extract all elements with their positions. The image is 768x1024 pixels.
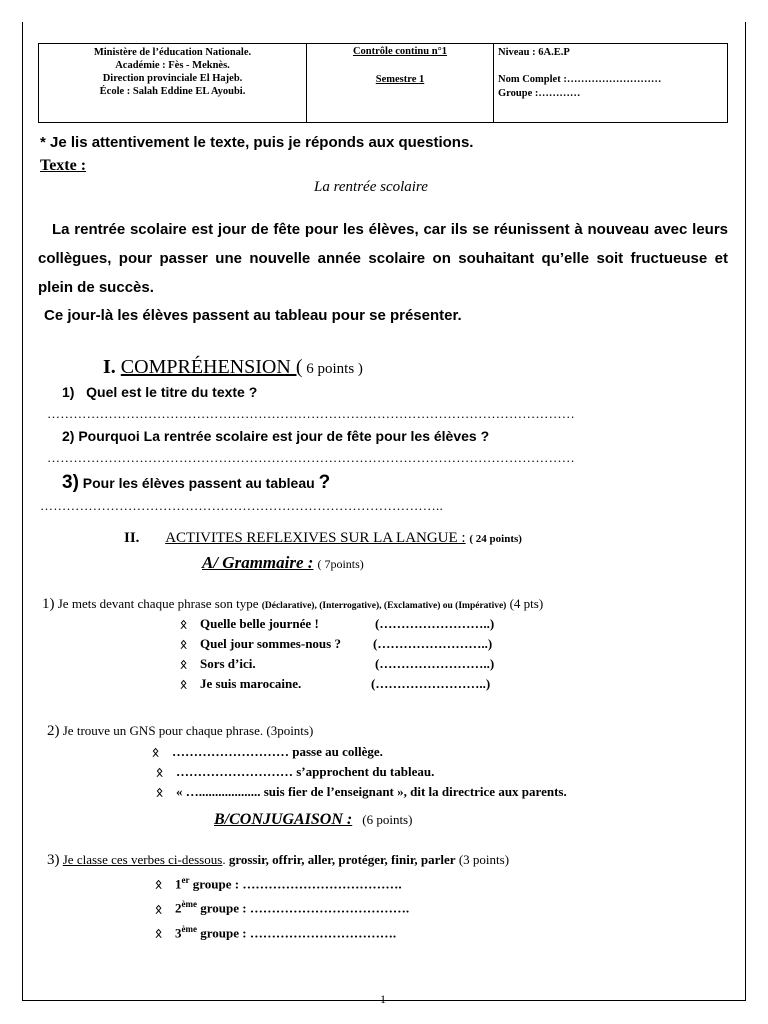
bullet-icon: ᛟ <box>180 657 188 671</box>
sentence-blank[interactable]: (……………………..) <box>373 636 493 651</box>
exercise-1-text: Je mets devant chaque phrase son type <box>57 596 259 611</box>
bullet-icon: ᛟ <box>180 677 188 691</box>
paragraph-2: Ce jour-là les élèves passent au tableau pour se présenter. <box>44 307 462 324</box>
header-institution <box>39 44 307 122</box>
grammar-points: ( 7points) <box>317 557 364 571</box>
bullet-icon: ᛟ <box>156 765 164 779</box>
ministry-text: Ministère de l’éducation Nationale. <box>93 47 252 58</box>
header-table <box>38 43 728 123</box>
group-item[interactable] <box>155 919 409 943</box>
group-suffix: ème <box>181 923 197 934</box>
bullet-icon: ᛟ <box>180 617 188 631</box>
group-item[interactable] <box>155 870 409 894</box>
conjugation-points: (6 points) <box>362 812 413 827</box>
exercise-3-verbs: grossir, offrir, aller, protéger, finir, parler <box>228 852 456 867</box>
group-item[interactable] <box>155 894 409 918</box>
group-label: groupe : ………………………………. <box>197 900 410 916</box>
exercise-1-number: 1) <box>42 596 55 612</box>
section-1-title: COMPRÉHENSION ( <box>120 356 303 378</box>
question-1 <box>62 384 257 400</box>
sentence-text: Sors d’ici. <box>200 656 256 671</box>
exercise-1-points: (4 pts) <box>509 596 544 611</box>
answer-line-1[interactable]: ………………………………………………………………………………………………………… <box>47 406 575 421</box>
question-3 <box>62 472 330 494</box>
section-2-title: ACTIVITES REFLEXIVES SUR LA LANGUE : <box>165 530 466 546</box>
bullet-icon: ᛟ <box>152 745 160 759</box>
grammar-title: A/ Grammaire : <box>202 553 314 572</box>
semester-text: Semestre 1 <box>375 74 425 85</box>
question-1-text: Quel est le titre du texte ? <box>86 384 258 400</box>
gns-text: ……………………… s’approchent du tableau. <box>176 764 435 779</box>
gns-item[interactable] <box>156 762 567 782</box>
exercise-3-text: Je classe ces verbes ci-dessous <box>62 852 223 867</box>
level-text: Niveau : 6A.E.P <box>498 47 570 58</box>
instruction-text: * Je lis attentivement le texte, puis je réponds aux questions. <box>40 134 474 151</box>
sentence-item <box>180 634 494 654</box>
exercise-1-instruction <box>42 596 543 613</box>
sentence-item <box>180 674 494 694</box>
sentence-blank[interactable]: (……………………..) <box>371 676 491 691</box>
exercise-3-points: (3 points) <box>458 852 510 867</box>
bullet-icon: ᛟ <box>155 901 163 916</box>
sentence-text: Quel jour sommes-nous ? <box>200 636 341 651</box>
bullet-icon: ᛟ <box>155 877 163 892</box>
exercise-1-types: (Déclarative), (Interrogative), (Exclamative) ou (Impérative) <box>261 601 507 611</box>
direction-text: Direction provinciale El Hajeb. <box>102 73 243 84</box>
gns-item[interactable] <box>156 782 567 802</box>
section-1-number: I. <box>103 356 116 378</box>
gns-list <box>152 742 567 802</box>
group-label: groupe : ……………………………. <box>197 924 397 940</box>
question-3-number: 3) <box>62 472 79 493</box>
bullet-icon: ᛟ <box>180 637 188 651</box>
gns-text: ……………………… passe au collège. <box>172 744 383 759</box>
header-student <box>494 44 727 122</box>
answer-line-2[interactable]: ………………………………………………………………………………………………………… <box>47 450 575 465</box>
group-list <box>155 870 409 943</box>
exercise-2-text: Je trouve un GNS pour chaque phrase. (3points) <box>62 723 314 738</box>
sentence-blank[interactable]: (……………………..) <box>375 616 495 631</box>
page-number: 1 <box>380 992 386 1006</box>
text-title: La rentrée scolaire <box>314 179 428 195</box>
gns-text: « …................... suis fier de l’enseignant », dit la directrice aux parents. <box>176 784 567 799</box>
school-text: École : Salah Eddine EL Ayoubi. <box>99 86 246 97</box>
conjugation-heading <box>214 811 412 829</box>
exercise-3-number: 3) <box>47 852 60 868</box>
exercise-3-instruction <box>47 852 509 869</box>
group-suffix: ème <box>181 899 197 910</box>
paragraph-1: La rentrée scolaire est jour de fête pour les élèves, car ils se réunissent à nouveau avec leurs collègues, pour passer une nouvelle année scolaire on souhaitant qu’elle soit fructueuse et plein de succès. <box>38 221 728 296</box>
section-2-heading <box>124 530 522 547</box>
sentence-item <box>180 614 494 634</box>
sentence-item <box>180 654 494 674</box>
section-2-points: ( 24 points) <box>469 533 522 545</box>
exercise-2-number: 2) <box>47 723 60 739</box>
sentence-list <box>180 614 494 694</box>
question-2 <box>62 428 489 444</box>
gns-item[interactable] <box>152 742 567 762</box>
question-2-number: 2) <box>62 428 75 444</box>
question-3-mark: ? <box>318 472 331 493</box>
texte-label: Texte : <box>40 157 87 174</box>
academy-text: Académie : Fès - Meknès. <box>115 60 230 71</box>
group-suffix: er <box>181 875 190 885</box>
full-name-field[interactable]: Nom Complet :……………………… <box>498 74 662 85</box>
exam-title: Contrôle continu n°1 <box>352 46 448 57</box>
sentence-text: Quelle belle journée ! <box>200 616 319 631</box>
conjugation-title: B/CONJUGAISON : <box>214 811 353 828</box>
question-3-text: Pour les élèves passent au tableau <box>82 475 315 491</box>
question-2-text: Pourquoi La rentrée scolaire est jour de fête pour les élèves ? <box>78 428 490 444</box>
group-number: 3 <box>175 924 182 940</box>
bullet-icon: ᛟ <box>156 785 164 799</box>
group-number: 2 <box>175 900 182 916</box>
group-number: 1 <box>175 876 182 892</box>
answer-line-3[interactable]: ……………………………………………………………………………….. <box>40 498 443 513</box>
section-2-number: II. <box>124 530 140 546</box>
group-label: groupe : ………………………………. <box>189 876 402 892</box>
section-1-heading <box>103 356 363 379</box>
exercise-3-dot: . <box>222 852 226 867</box>
section-1-points: 6 points ) <box>302 361 363 377</box>
grammar-heading <box>202 553 364 573</box>
sentence-blank[interactable]: (……………………..) <box>375 656 495 671</box>
header-exam <box>307 44 494 122</box>
bullet-icon: ᛟ <box>155 925 163 940</box>
sentence-text: Je suis marocaine. <box>200 676 302 691</box>
question-1-number: 1) <box>62 384 75 400</box>
exercise-2-instruction <box>47 723 313 740</box>
group-field[interactable]: Groupe :………… <box>498 88 581 99</box>
